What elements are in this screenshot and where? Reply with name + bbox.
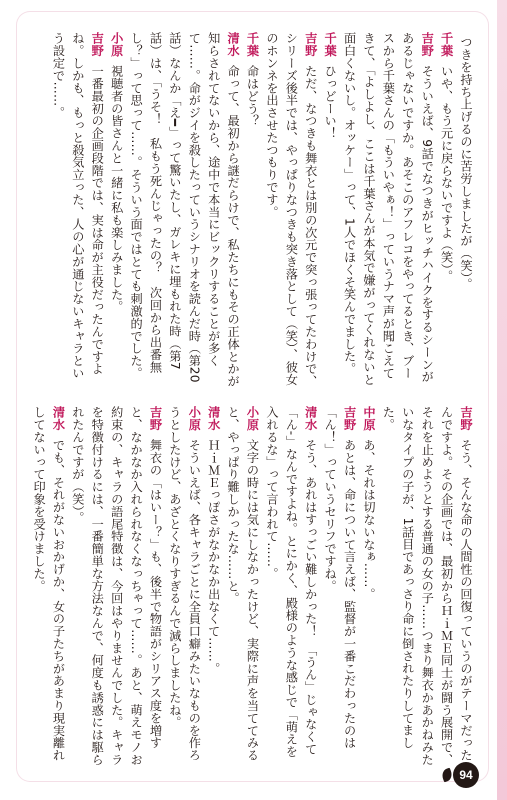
speaker-name: 千葉	[245, 32, 260, 57]
speaker-name: 千葉	[439, 32, 454, 57]
speaker-name: 吉野	[459, 406, 473, 431]
speaker-name: 吉野	[303, 32, 318, 57]
dialogue-text: 一番最初の企画段階では、実は命が主役だったんですよね。しかも、もっと殺気立った、人の心が通じないキャラという設定で……。	[51, 32, 105, 380]
speaker-name: 清水	[226, 32, 241, 57]
dialogue-text: あとは、命について言えば、監督が一番こだわったのは「ん！」っていうセリフですね。	[323, 406, 357, 749]
dialogue-line	[106, 32, 125, 388]
speaker-name: 吉野	[148, 406, 163, 431]
speaker-name: 清水	[206, 406, 221, 431]
dialogue-line	[320, 32, 339, 388]
dialogue-line	[203, 406, 222, 766]
dialogue-text: 視聴者の皆さんと一緒に私も楽しみました。	[109, 64, 124, 313]
speaker-name: 吉野	[342, 406, 357, 431]
dialogue-text: あ、それは切ないなぁ……。	[361, 438, 376, 601]
dialogue-text: 命はどう？	[245, 64, 260, 127]
speaker-name: 吉野	[90, 32, 105, 57]
dialogue-line	[67, 406, 164, 766]
dialogue-line	[262, 32, 320, 388]
page-number-badge	[442, 762, 480, 788]
dialogue-text: いや、もう元に戻らないですよ（笑）。	[439, 64, 454, 282]
dialogue-line	[262, 406, 320, 766]
page-edge-band	[497, 0, 507, 800]
dialogue-text: ひっどーい！	[323, 64, 338, 140]
speaker-name: 清水	[303, 406, 318, 431]
speaker-name: 清水	[51, 406, 66, 431]
dialogue-text: そういえば、各キャラごとに全員口癖みたいなものを作ろうとしたけど、あざとくなりすぎるんで減らしましたね。	[167, 406, 202, 762]
dialogue-text: 命って、最初から謎だらけで、私たちにもその正体とかが知らされてないから、途中で本当にビックリすることが多くて……。命がジイを殺したっていうシナリオを読んだ時（第20話）なんか「え━」って驚いたし、ガレキに埋もれた時（第7話）は、「うそ！ 私もう死んじゃったの？ 次回から出番無し？」って思って……。そういう面ではとても刺激的でした。	[129, 32, 241, 388]
dialogue-line	[320, 406, 359, 766]
dialogue-text: ただ、なつきも舞衣とは別の次元で突っ張ってたわけで、シリーズ後半では、やっぱりなつきも突き落として（笑）、彼女のホンネを出させたつもりです。	[264, 32, 318, 388]
speaker-name: 小原	[187, 406, 202, 431]
dialogue-line	[29, 406, 68, 766]
dialogue-line	[339, 32, 436, 388]
speaker-name: 小原	[109, 32, 124, 57]
dialogue-text: 文字の時には気にしなかったけど、実際に声を当ててみると、やっぱり難しかったな……と。	[226, 406, 260, 762]
speaker-name: 吉野	[420, 32, 435, 57]
speaker-name: 中原	[361, 406, 376, 431]
speaker-name: 千葉	[323, 32, 338, 57]
dialogue-text: そう、そんな命の人間性の回復っていうのがテーマだったんですよ。その企画では、最初からＨｉＭＥ同士が闘う展開で、それを止めようとする普通の女の子……つまり舞衣かあかねみたいなタイプの子が、1話目であっさり命に倒されたりしてました。	[381, 406, 473, 766]
dialogue-text: 舞衣の「はいー？」も、後半で物語がシリアス度を増すと、なかなか入れられなくなっちゃって……。あと、萌えモノお約束の、キャラの語尾特徴は、今回はやりませんでした。キャラを特徴付けるには、一番簡単な方法なんで、何度も誘惑には駆られたんですが（笑）。	[70, 406, 163, 766]
dialogue-line	[126, 32, 242, 388]
dialogue-line	[48, 32, 106, 388]
dialogue-text: つきを持ち上げるのに苦労しましたが（笑）。	[459, 36, 473, 291]
page-number: 94	[453, 762, 479, 788]
dialogue-line	[359, 406, 378, 766]
dialogue-text: そういえば、9話でなつきがヒッチハイクをするシーンがあるじゃないですか。あそこのアフレコをやってるとき、ブースから千葉さんの「もういやぁ！」っていうナマ声が聞こえてきて、「よしよし、ここは千葉さんが本気で嫌がってくれないと面白くないし。オッケー」って、1人でほくそ笑んでました。	[342, 32, 435, 386]
dialogue-text: そう、あれはすっごい難しかった！ 「うん」じゃなくて「ん‐」なんですよね。とにかく、殿様のような感じで「萌えを入れるな」って言われて……。	[264, 406, 318, 758]
dialogue-line	[165, 406, 204, 766]
dialogue-text: でも、それがないおかげか、女の子たちがあまり現実離れしてないって印象を受けました。	[32, 406, 66, 762]
speaker-name: 小原	[245, 406, 260, 431]
dialogue-line	[436, 32, 455, 388]
dialogue-line	[456, 32, 475, 388]
dialogue-line	[378, 406, 475, 766]
bottom-text-column	[23, 406, 475, 766]
dialogue-text: ＨｉＭＥっぽさがなかなか出なくて……。	[206, 438, 221, 675]
leaf-icon	[440, 768, 454, 783]
top-text-column	[23, 32, 475, 388]
dialogue-line	[223, 406, 262, 766]
dialogue-line	[242, 32, 261, 388]
